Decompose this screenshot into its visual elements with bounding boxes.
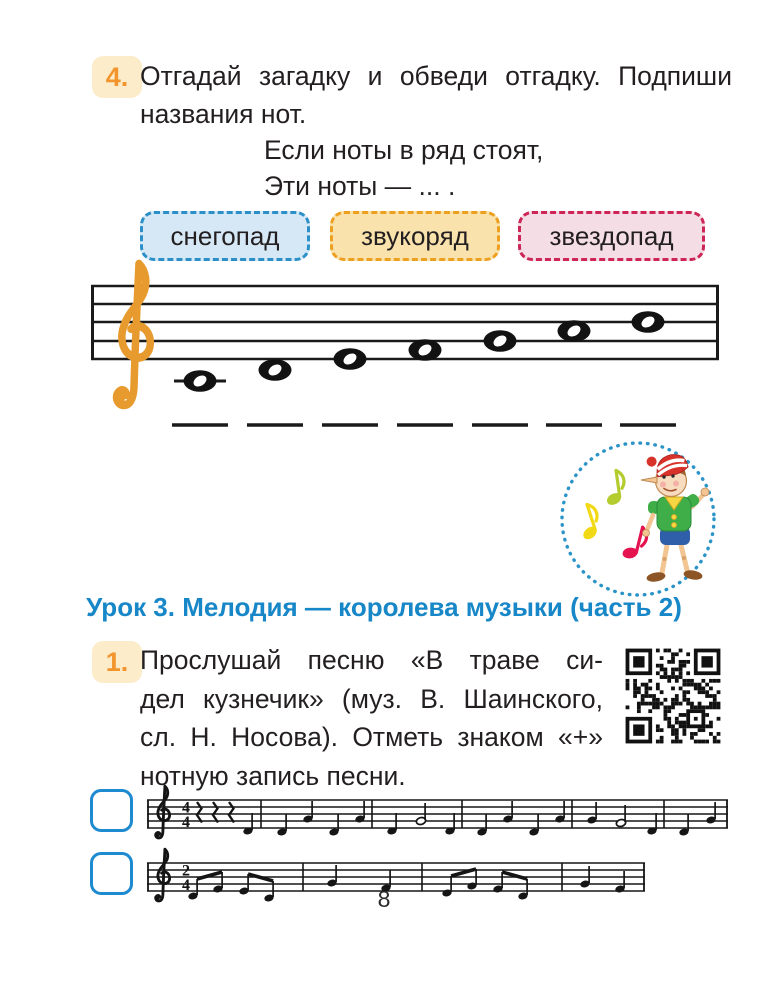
lesson-header: Урок 3. Мелодия — королева музыки (часть 2)	[86, 592, 682, 622]
task1-line4: нотную запись песни.	[140, 760, 406, 791]
buratino-illustration	[556, 437, 720, 601]
staff-lines	[91, 285, 719, 360]
task4-instruction	[140, 58, 732, 133]
time-signature-top: 2	[182, 862, 190, 880]
beam	[502, 872, 527, 879]
task1-number-badge: 1.	[92, 641, 142, 683]
task4-instruction-line2: названия нот.	[140, 98, 307, 129]
scale-staff	[85, 255, 735, 440]
qr-code	[618, 641, 728, 751]
answer-option-snegopad[interactable]: снегопад	[140, 211, 310, 261]
task1-instruction	[140, 641, 603, 795]
treble-clef-icon	[155, 786, 169, 838]
melody-option-1	[85, 780, 735, 850]
task4-number-badge: 4.	[92, 56, 142, 98]
task1-line1: Прослушай песню «В траве си-	[140, 645, 603, 675]
quarter-rest	[197, 802, 202, 823]
answer-option-zvezdopad[interactable]: звездопад	[518, 211, 705, 261]
beam	[197, 872, 222, 879]
time-signature-bottom: 4	[182, 814, 190, 831]
notes-group	[197, 800, 716, 837]
answer-option-zvukoryad[interactable]: звукоряд	[330, 211, 500, 261]
riddle-text	[264, 132, 543, 204]
staff-lines	[147, 800, 728, 829]
quarter-rest	[213, 802, 218, 823]
task4-instruction-line1: Отгадай загадку и обведи отгадку. Подпиши	[140, 61, 732, 91]
riddle-line2: Эти ноты — ... .	[264, 171, 456, 201]
riddle-line1: Если ноты в ряд стоят,	[264, 135, 544, 165]
page-number: 8	[377, 886, 391, 912]
time-signature-bottom: 4	[182, 877, 190, 894]
quarter-rest	[229, 802, 234, 823]
whole-notes-group	[174, 311, 665, 392]
task1-line2: дел кузнечик» (муз. В. Шаинского,	[140, 683, 603, 714]
time-signature-top: 4	[182, 799, 190, 817]
task1-line3: сл. Н. Носова). Отметь знаком «+»	[140, 722, 603, 752]
